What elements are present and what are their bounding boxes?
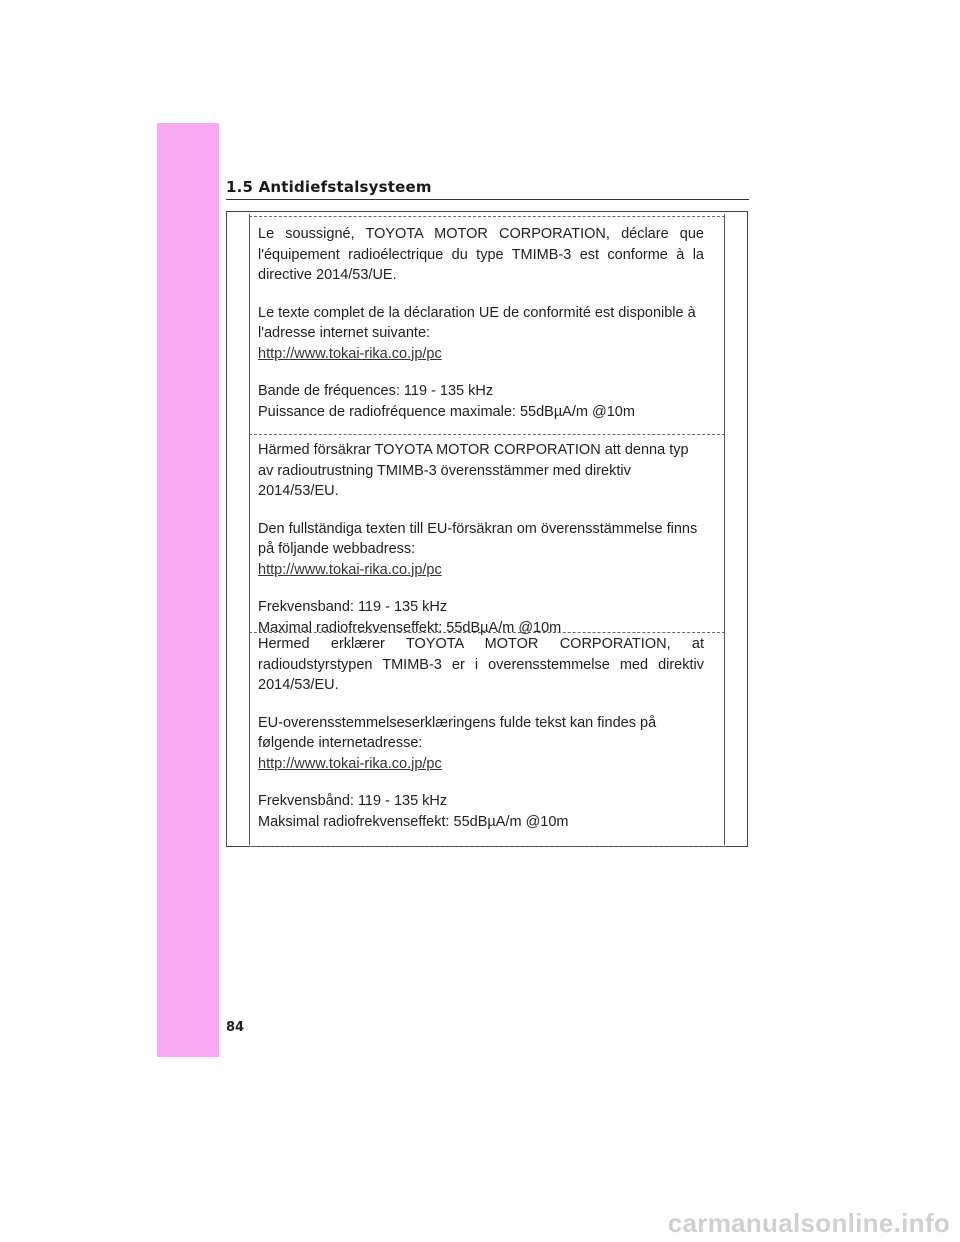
declaration-swedish-power: Maximal radiofrekvenseffekt: 55dBµA/m @10m [258, 619, 562, 636]
title-rule [226, 199, 749, 200]
declaration-danish-link[interactable]: http://www.tokai-rika.co.jp/pc [258, 755, 442, 772]
declaration-swedish [258, 440, 704, 638]
declaration-french [258, 224, 704, 422]
frame-inner-left-line [249, 214, 250, 845]
declaration-swedish-statement: Härmed försäkrar TOYOTA MOTOR CORPORATION att denna typ av radioutrustning TMIMB-3 överensstämmer med direktiv 2014/53/EU. [258, 442, 689, 499]
declaration-swedish-link[interactable]: http://www.tokai-rika.co.jp/pc [258, 561, 442, 578]
declaration-danish-power: Maksimal radiofrekvenseffekt: 55dBµA/m @10m [258, 813, 569, 830]
declaration-danish-availability: EU-overensstemmelseserklæringens fulde tekst kan findes på følgende internetadresse: [258, 714, 657, 751]
side-color-band [157, 123, 219, 1057]
declaration-french-power: Puissance de radiofréquence maximale: 55dBµA/m @10m [258, 403, 635, 420]
page-number: 84 [226, 1020, 245, 1035]
declaration-french-statement: Le soussigné, TOYOTA MOTOR CORPORATION, déclare que l'équipement radioélectrique du type TMIMB-3 est conforme à la directive 2014/53/UE. [258, 226, 704, 283]
divider-bottom [249, 846, 725, 847]
section-title: 1.5 Antidiefstalsysteem [226, 178, 432, 196]
declaration-french-link[interactable]: http://www.tokai-rika.co.jp/pc [258, 345, 442, 362]
declaration-swedish-frequency: Frekvensband: 119 - 135 kHz [258, 599, 448, 615]
site-watermark: carmanualsonline.info [667, 1208, 950, 1238]
divider-french-swedish [249, 434, 725, 435]
declaration-danish-frequency: Frekvensbånd: 119 - 135 kHz [258, 793, 448, 809]
frame-inner-right-line [724, 214, 725, 845]
divider-top [249, 216, 725, 217]
declaration-swedish-availability: Den fullständiga texten till EU-försäkran om överensstämmelse finns på följande webbadress: [258, 520, 698, 557]
declaration-french-availability: Le texte complet de la déclaration UE de conformité est disponible à l'adresse internet suivante: [258, 304, 696, 341]
declaration-french-frequency: Bande de fréquences: 119 - 135 kHz [258, 383, 494, 399]
declaration-danish [258, 634, 704, 832]
declaration-danish-statement: Hermed erklærer TOYOTA MOTOR CORPORATION, at radioudstyrstypen TMIMB-3 er i overensstemmelse med direktiv 2014/53/EU. [258, 636, 704, 693]
